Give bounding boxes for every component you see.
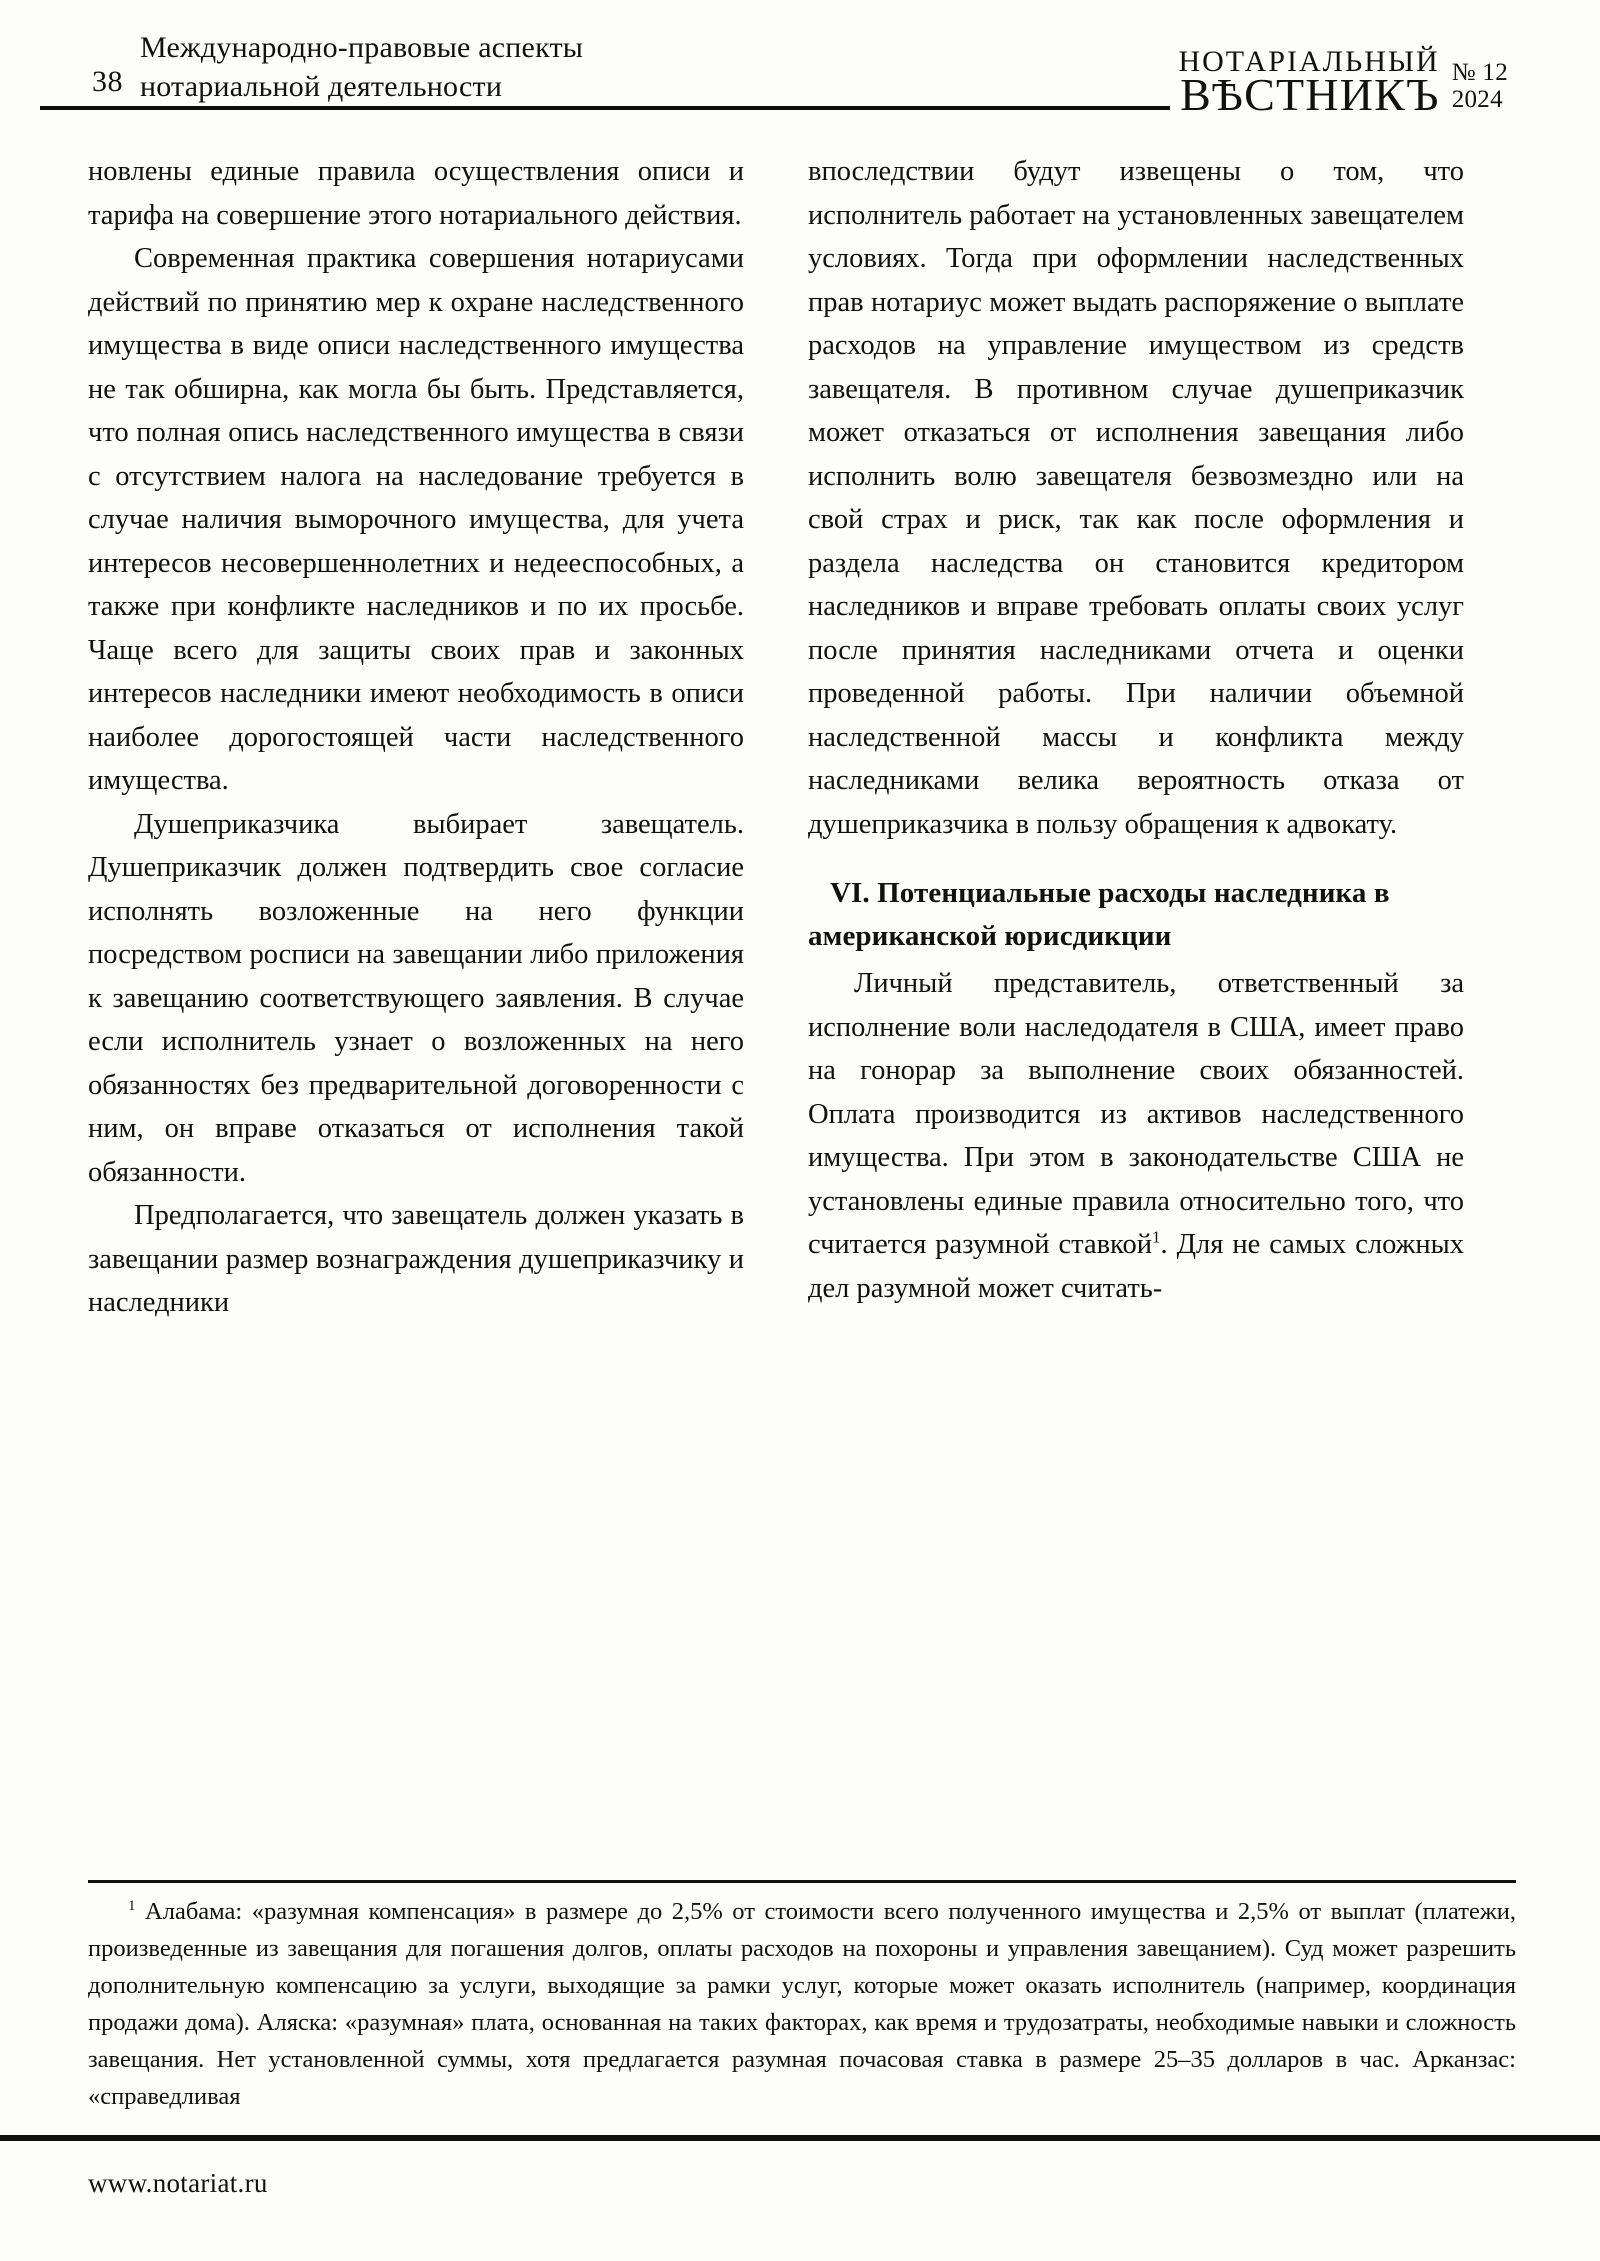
footnote-reference-marker[interactable]: 1: [1151, 1227, 1161, 1247]
footnote: [88, 1893, 1516, 2115]
masthead-line-1: НОТАРІАЛЬНЫЙ: [1178, 45, 1440, 78]
running-title-line-2: нотариальной деятельности: [140, 70, 503, 103]
footnote-marker: 1: [128, 1897, 136, 1914]
paragraph-text-part-2: . Для не самых сложных дел разумной может считать-: [808, 1229, 1464, 1304]
left-column: [88, 150, 744, 1318]
issue-year: 2024: [1451, 85, 1503, 113]
footnote-text: Алабама: «разумная компенсация» в размере до 2,5% от стоимости всего полученного имущества и 2,5% от выплат (платежи, произведенные из завещания для погашения долгов, оплаты расходов на похороны и управления завещанием). Суд может разрешить дополнительную компенсацию за услуги, выходящие за рамки услуг, которые может оказать исполнитель (например, координация продажи дома). Аляска: «разумная» плата, основанная на таких факторах, как время и трудозатраты, необходимые навыки и сложность завещания. Нет установленной суммы, хотя предлагается разумная почасовая ставка в размере 25–35 долларов в час. Арканзас: «справедливая: [88, 1898, 1516, 2110]
footnote-separator-rule: [88, 1880, 1516, 1883]
masthead-line-2: ВѢСТНИКЪ: [1180, 68, 1440, 120]
footer-rule: [0, 2135, 1600, 2141]
header-rule: [40, 106, 1170, 110]
paragraph: Предполагается, что завещатель должен указать в завещании размер вознаграждения душеприказчику и наследники: [88, 1200, 744, 1318]
running-title: [140, 28, 780, 106]
section-heading: VI. Потенциальные расходы наследника в американской юрисдикции: [808, 877, 1390, 952]
masthead-wordmark: [1178, 45, 1440, 120]
issue-info: [1452, 59, 1508, 117]
running-title-line-1: Международно-правовые аспекты: [140, 31, 584, 64]
paragraph-text-part-1: Личный представитель, ответственный за исполнение воли наследодателя в США, имеет право на гонорар за выполнение своих обязанностей. Оплата производится из активов наследственного имущества. При этом в законодательстве США не установлены единые правила относительно того, что считается разумной ставкой: [808, 968, 1464, 1260]
paragraph: [808, 962, 1464, 1310]
paragraph: Современная практика совершения нотариусами действий по принятию мер к охране наследственного имущества в виде описи наследственного имущества не так обширна, как могла бы быть. Представляется, что полная опись наследственного имущества в связи с отсутствием налога на наследование требуется в случае наличия выморочного имущества, для учета интересов несовершеннолетних и недееспособных, а также при конфликте наследников и по их просьбе. Чаще всего для защиты своих прав и законных интересов наследники имеют необходимость в описи наиболее дорогостоящей части наследственного имущества.: [88, 243, 744, 796]
two-column-body: [88, 150, 1514, 1318]
footer-website-url[interactable]: www.notariat.ru: [88, 2168, 268, 2198]
running-head: [92, 26, 1508, 120]
paragraph: впоследствии будут извещены о том, что исполнитель работает на установленных завещателем условиях. Тогда при оформлении наследственных прав нотариус может выдать распоряжение о выплате расходов на управление имуществом из средств завещателя. В противном случае душеприказчик может отказаться от исполнения завещания либо исполнить волю завещателя безвозмездно или на свой страх и риск, так как после оформления и раздела наследства он становится кредитором наследников и вправе требовать оплаты своих услуг после принятия наследниками отчета и оценки проведенной работы. При наличии объемной наследственной массы и конфликта между наследниками велика вероятность отказа от душеприказчика в пользу обращения к адвокату.: [808, 156, 1464, 840]
paragraph: Душеприказчика выбирает завещатель. Душеприказчик должен подтвердить свое согласие исполнять возложенные на него функции посредством росписи на завещании либо приложения к завещанию соответствующего заявления. В случае если исполнитель узнает о возложенных на него обязанностях без предварительной договоренности с ним, он вправе отказаться от исполнения такой обязанности.: [88, 808, 744, 1188]
issue-number: № 12: [1451, 58, 1508, 86]
journal-masthead: [1178, 45, 1508, 120]
paragraph: новлены единые правила осуществления описи и тарифа на совершение этого нотариального действия.: [88, 156, 744, 231]
right-column: [808, 150, 1464, 1304]
page-number: 38: [92, 65, 123, 98]
